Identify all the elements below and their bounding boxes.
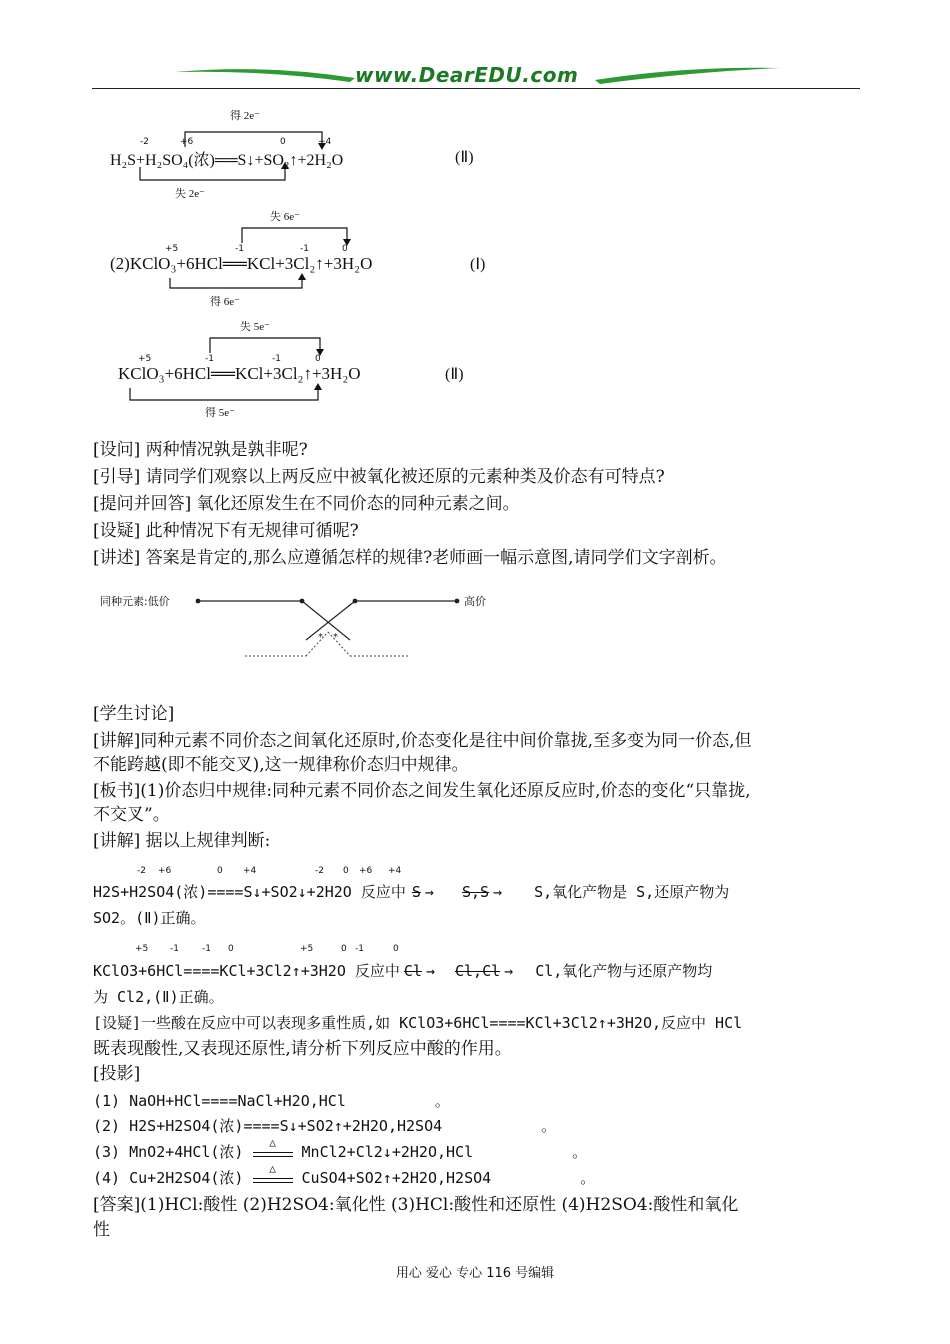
j2-line-c: 为 Cl2,(Ⅱ)正确。	[93, 988, 224, 1006]
eq2-ox4: 0	[342, 244, 348, 254]
j1-ox-5: -2	[315, 866, 324, 876]
text-line-narrate: [讲述] 答案是肯定的,那么应遵循怎样的规律?老师画一幅示意图,请同学们文字剖析。	[93, 548, 727, 568]
j2-strike-2: Cl,Cl	[455, 962, 501, 980]
projection-4-rhs: CuSO4+SO2↑+2H2O,H2SO4	[301, 1169, 492, 1187]
redox-equation-1	[110, 105, 530, 205]
projection-item-1	[93, 1089, 450, 1113]
text-line-question: [设问] 两种情况孰是孰非呢?	[93, 440, 308, 460]
eq1-ox-s4: +4	[318, 137, 332, 147]
j2-ox-5: +5	[300, 944, 314, 954]
projection-3-num: (3)	[93, 1143, 121, 1161]
projection-2-text: H2S+H2SO4(浓)====S↓+SO2↑+2H2O,H2SO4	[129, 1117, 443, 1135]
j2-line-a: KClO3+6HCl====KCl+3Cl2↑+3H2O 反应中 Cl → Cl,Cl → Cl,氧化产物与还原产物均	[93, 962, 713, 980]
redox-equation-3	[110, 318, 530, 423]
eq2-ox1: +5	[165, 244, 179, 254]
text-line-doubt-acids-2: 既表现酸性,又表现还原性,请分析下列反应中酸的作用。	[93, 1039, 512, 1059]
j2-text-b: Cl,氧化产物与还原产物均	[535, 962, 713, 980]
eq1-formula: H₂S+H₂SO₄(浓)══S↓+SO₂↑+2H₂O	[110, 152, 344, 169]
text-line-board-2: 不交叉”。	[93, 805, 170, 825]
eq2-ox2: -1	[235, 244, 244, 254]
diagram-high-label: 高价	[464, 595, 486, 608]
j1-text-a: H2S+H2SO4(浓)====S↓+SO2↓+2H2O 反应中	[93, 883, 406, 901]
text-line-explain-2: 不能跨越(即不能交叉),这一规律称价态归中规律。	[93, 755, 469, 775]
svg-text:*: *	[333, 632, 338, 643]
projection-1-text: NaOH+HCl====NaCl+H2O,HCl	[129, 1092, 346, 1110]
projection-4-delta: △	[269, 1162, 276, 1175]
diagram-low-label: 同种元素:低价	[100, 595, 170, 608]
eq2-loss-label: 失 6e⁻	[270, 211, 300, 223]
text-line-doubt-acids-1: [设疑]一些酸在反应中可以表现多重性质,如 KClO3+6HCl====KCl+3Cl2↑+3H2O,反应中 HCl	[93, 1014, 743, 1032]
text-line-projection: [投影]	[93, 1064, 141, 1084]
j2-text-a: KClO3+6HCl====KCl+3Cl2↑+3H2O 反应中	[93, 962, 400, 980]
j2-ox-8: 0	[393, 944, 399, 954]
j1-strike-1: S	[411, 883, 421, 901]
eq1-gain-label: 得 2e⁻	[230, 110, 260, 122]
projection-1-end: 。	[434, 1092, 450, 1110]
projection-2-end: 。	[541, 1117, 557, 1135]
projection-item-2	[93, 1114, 556, 1138]
page-footer: 用心 爱心 专心 116 号编辑	[395, 1266, 555, 1281]
projection-3-rhs: MnCl2+Cl2↓+2H2O,HCl	[301, 1143, 474, 1161]
eq1-ox-s3: 0	[280, 137, 286, 147]
projection-3-lhs: MnO2+4HCl(浓)	[129, 1143, 244, 1161]
eq3-ox2: -1	[205, 354, 214, 364]
eq2-formula: (2)KClO₃+6HCl══KCl+3Cl₂↑+3H₂O	[110, 254, 373, 273]
text-line-guide: [引导] 请同学们观察以上两反应中被氧化被还原的元素种类及价态有可特点?	[93, 467, 665, 487]
j1-ox-6: 0	[343, 866, 349, 876]
redox-equation-2	[110, 208, 530, 313]
eq2-mark: (Ⅰ)	[470, 256, 486, 273]
text-line-doubt: [设疑] 此种情况下有无规律可循呢?	[93, 521, 359, 541]
j1-line-c: SO2。(Ⅱ)正确。	[93, 909, 206, 927]
projection-4-end: 。	[580, 1169, 596, 1187]
eq3-ox4: 0	[315, 354, 321, 364]
j2-ox-6: 0	[341, 944, 347, 954]
svg-text:*: *	[318, 632, 323, 643]
eq2-gain-label: 得 6e⁻	[210, 296, 240, 308]
eq3-ox3: -1	[272, 354, 281, 364]
j1-ox-3: 0	[217, 866, 223, 876]
eq1-loss-label: 失 2e⁻	[175, 188, 205, 200]
j1-text-b: S,氧化产物是 S,还原产物为	[534, 883, 730, 901]
projection-3-heat-sign	[253, 1136, 293, 1157]
eq3-ox1: +5	[138, 354, 152, 364]
eq1-mark: (Ⅱ)	[455, 149, 474, 166]
projection-3-end: 。	[572, 1143, 588, 1161]
text-line-explain-1: [讲解]同种元素不同价态之间氧化还原时,价态变化是往中间价靠拢,至多变为同一价态,但	[93, 731, 752, 751]
text-line-board-1: [板书](1)价态归中规律:同种元素不同价态之间发生氧化还原反应时,价态的变化“只靠拢,	[93, 781, 751, 801]
j1-ox-1: -2	[137, 866, 146, 876]
j1-ox-4: +4	[243, 866, 257, 876]
eq1-ox-s1: -2	[140, 137, 149, 147]
header-site-name: www.DearEDU.com	[355, 63, 579, 87]
text-line-answer: [提问并回答] 氧化还原发生在不同价态的同种元素之间。	[93, 494, 520, 514]
j2-ox-3: -1	[202, 944, 211, 954]
text-line-discussion: [学生讨论]	[93, 704, 175, 724]
j1-ox-2: +6	[158, 866, 172, 876]
j2-ox-2: -1	[170, 944, 179, 954]
projection-2-num: (2)	[93, 1117, 121, 1135]
eq3-gain-label: 得 5e⁻	[205, 407, 235, 419]
header-rule	[92, 88, 860, 89]
j2-strike-1: Cl	[403, 962, 422, 980]
eq2-ox3: -1	[300, 244, 309, 254]
j2-ox-4: 0	[228, 944, 234, 954]
j1-line-a: H2S+H2SO4(浓)====S↓+SO2↓+2H2O 反应中 S → S,S → S,氧化产物是 S,还原产物为	[93, 883, 730, 901]
projection-item-4	[93, 1162, 596, 1190]
answer-line-2: 性	[93, 1220, 110, 1240]
eq1-ox-s2: +6	[180, 137, 194, 147]
valence-diagram	[100, 588, 520, 668]
projection-4-lhs: Cu+2H2SO4(浓)	[129, 1169, 244, 1187]
j2-ox-7: -1	[355, 944, 364, 954]
j1-ox-8: +4	[388, 866, 402, 876]
j2-ox-1: +5	[135, 944, 149, 954]
projection-3-delta: △	[269, 1136, 276, 1149]
j1-strike-2: S,S	[461, 883, 490, 901]
text-line-judge-intro: [讲解] 据以上规律判断:	[93, 831, 271, 851]
eq3-formula: KClO₃+6HCl══KCl+3Cl₂↑+3H₂O	[118, 364, 361, 383]
eq3-mark: (Ⅱ)	[445, 366, 464, 383]
answer-line-1: [答案](1)HCl:酸性 (2)H2SO4:氧化性 (3)HCl:酸性和还原性 (4)H2SO4:酸性和氧化	[93, 1195, 739, 1215]
eq3-loss-label: 失 5e⁻	[240, 321, 270, 333]
projection-item-3	[93, 1136, 588, 1164]
projection-4-heat-sign	[253, 1162, 293, 1183]
projection-4-num: (4)	[93, 1169, 121, 1187]
projection-1-num: (1)	[93, 1092, 121, 1110]
j1-ox-7: +6	[359, 866, 373, 876]
